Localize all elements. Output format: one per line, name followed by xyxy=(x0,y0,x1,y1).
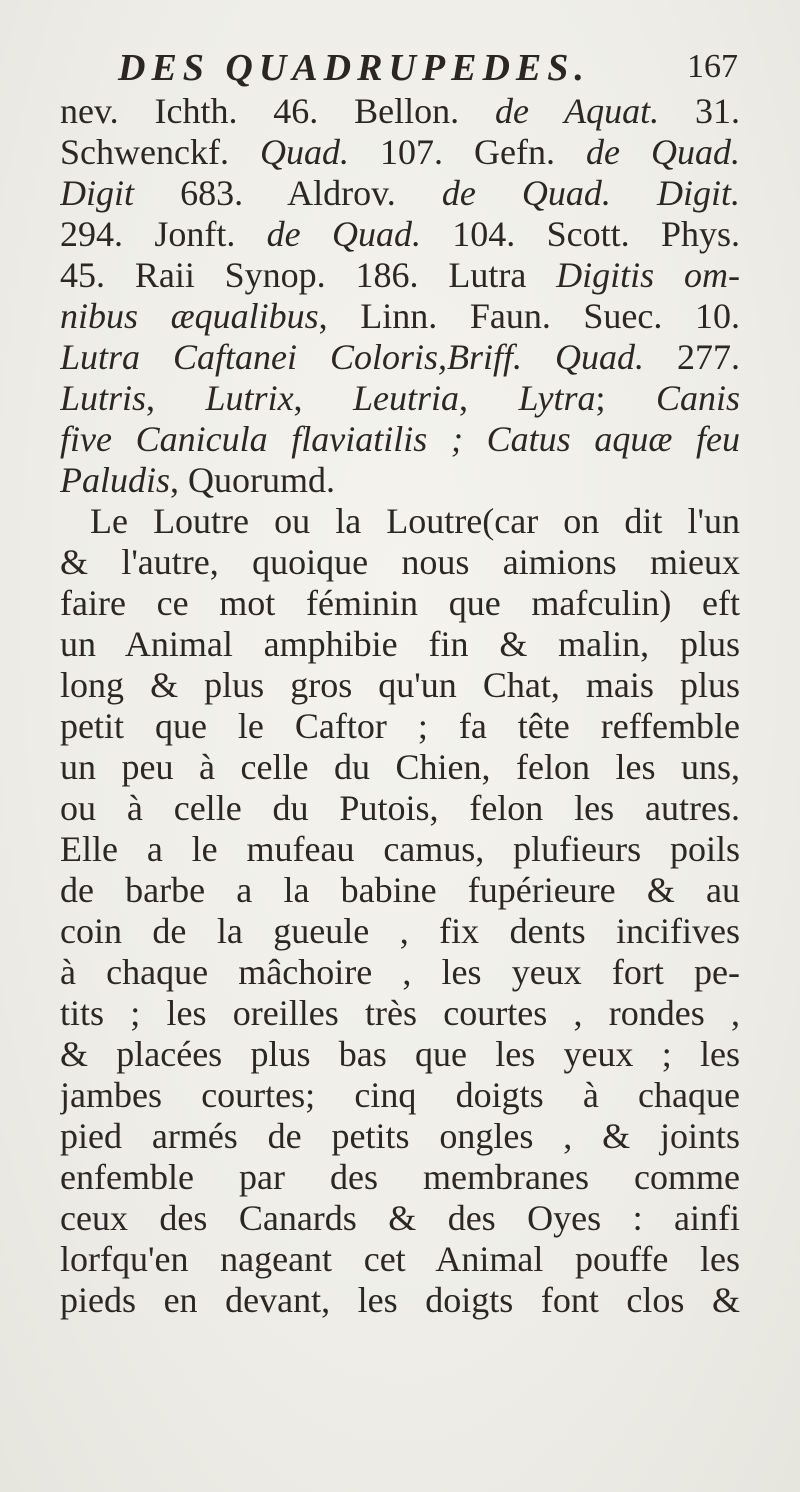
text-run: 294. Jonft. xyxy=(60,214,267,254)
text-run: Le Loutre ou la Loutre(car on dit l'un xyxy=(90,501,740,541)
body-text xyxy=(60,91,740,1321)
text-run: 107. Gefn. xyxy=(348,132,586,172)
text-run: coin de la gueule , fix dents incifives xyxy=(60,911,740,951)
text-line xyxy=(60,460,740,501)
text-run xyxy=(522,337,555,377)
text-run: faire ce mot féminin que mafculin) eft xyxy=(60,583,740,623)
text-line xyxy=(60,296,740,337)
italic-text: Canis xyxy=(655,378,740,418)
text-run: pied armés de petits ongles , & joints xyxy=(60,1116,740,1156)
text-line xyxy=(60,132,740,173)
italic-text: Leutria xyxy=(353,378,460,418)
text-line xyxy=(60,788,740,829)
text-line xyxy=(60,255,740,296)
text-run: , Quorumd. xyxy=(170,460,336,500)
text-line xyxy=(60,214,740,255)
text-run: lorfqu'en nageant cet Animal pouffe les xyxy=(60,1239,740,1279)
running-head: DES QUADRUPEDES. xyxy=(118,47,590,89)
italic-text: Lutra Caftanei Coloris,Briff. xyxy=(60,337,523,377)
italic-text: de Aquat. xyxy=(494,91,660,131)
text-line xyxy=(60,583,740,624)
text-line xyxy=(60,993,740,1034)
text-run: long & plus gros qu'un Chat, mais plus xyxy=(60,665,740,705)
text-line xyxy=(60,1239,740,1280)
text-line xyxy=(60,624,740,665)
text-line xyxy=(60,337,740,378)
italic-text: Digit xyxy=(60,173,135,213)
italic-text: Digitis om- xyxy=(556,255,740,295)
page-number: 167 xyxy=(687,48,738,85)
text-run: un peu à celle du Chien, felon les uns, xyxy=(60,747,740,787)
italic-text: de Quad. xyxy=(586,132,740,172)
text-run: , xyxy=(146,378,206,418)
text-line xyxy=(60,706,740,747)
text-line xyxy=(60,870,740,911)
italic-text: Lutrix xyxy=(205,378,294,418)
text-run: 45. Raii Synop. 186. Lutra xyxy=(60,255,557,295)
text-run: , xyxy=(459,378,519,418)
text-line xyxy=(60,1280,740,1321)
text-line xyxy=(60,1198,740,1239)
italic-text: de Quad. Digit. xyxy=(441,173,740,213)
text-run: & l'autre, quoique nous aimions mieux xyxy=(60,542,740,582)
text-run: & placées plus bas que les yeux ; les xyxy=(60,1034,740,1074)
italic-text: Paludis xyxy=(60,460,171,500)
italic-text: Lutris xyxy=(60,378,147,418)
text-line xyxy=(60,91,740,132)
text-run: tits ; les oreilles très courtes , rondes , xyxy=(60,993,740,1033)
text-line xyxy=(60,911,740,952)
text-run: Schwenckf. xyxy=(60,132,260,172)
text-line xyxy=(60,1034,740,1075)
text-run: , xyxy=(293,378,354,418)
text-run: petit que le Caftor ; fa tête reffemble xyxy=(60,706,740,746)
text-line xyxy=(60,542,740,583)
text-line xyxy=(60,665,740,706)
text-line xyxy=(60,829,740,870)
text-run: à chaque mâchoire , les yeux fort pe- xyxy=(60,952,740,992)
italic-text: Lytra xyxy=(518,378,596,418)
text-line xyxy=(60,1157,740,1198)
text-line xyxy=(60,952,740,993)
italic-text: nibus æqualibus xyxy=(60,296,319,336)
text-run: nev. Ichth. 46. Bellon. xyxy=(60,91,495,131)
text-run: 104. Scott. Phys. xyxy=(420,214,740,254)
text-line xyxy=(60,173,740,214)
italic-text: Quad. xyxy=(259,132,349,172)
text-run: pieds en devant, les doigts font clos & xyxy=(60,1280,740,1320)
text-line xyxy=(60,1116,740,1157)
italic-text: five Canicula flaviatilis ; Catus aquæ feu xyxy=(60,419,740,459)
text-line xyxy=(60,419,740,460)
text-run: ; xyxy=(595,378,656,418)
italic-text: Quad. xyxy=(555,337,645,377)
text-run: 683. Aldrov. xyxy=(134,173,442,213)
text-run: un Animal amphibie fin & malin, plus xyxy=(60,624,740,664)
text-run: ceux des Canards & des Oyes : ainfi xyxy=(60,1198,740,1238)
text-run: 277. xyxy=(644,337,740,377)
text-run: jambes courtes; cinq doigts à chaque xyxy=(60,1075,740,1115)
text-run: enfemble par des membranes comme xyxy=(60,1157,740,1197)
text-run: Elle a le mufeau camus, plufieurs poils xyxy=(60,829,740,869)
text-run: 31. xyxy=(659,91,740,131)
text-run: ou à celle du Putois, felon les autres. xyxy=(60,788,740,828)
text-run: de barbe a la babine fupérieure & au xyxy=(60,870,740,910)
page-header xyxy=(118,44,738,94)
text-line xyxy=(60,501,740,542)
italic-text: de Quad. xyxy=(266,214,421,254)
text-run: , Linn. Faun. Suec. 10. xyxy=(318,296,740,336)
text-line xyxy=(60,378,740,419)
text-line xyxy=(60,1075,740,1116)
text-line xyxy=(60,747,740,788)
